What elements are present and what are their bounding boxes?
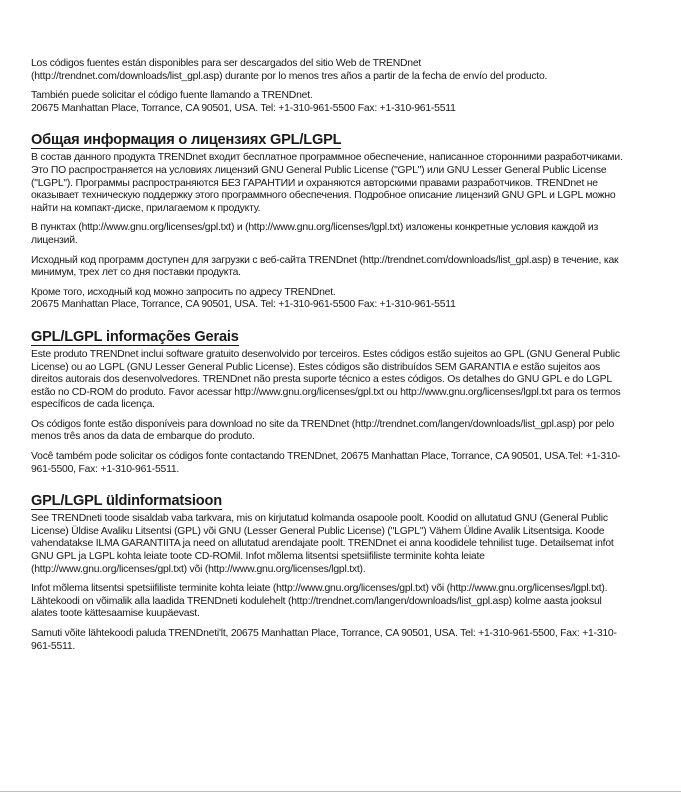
text-line: Você também pode solicitar os códigos fonte contactando TRENDnet, 20675 Manhattan Place, Torrance, CA 90501, USA.Tel: +1-310-: [31, 451, 621, 463]
section-spanish-source: [31, 58, 631, 115]
text-line: License) Üldise Avaliku Litsentsi (GPL) või GNU (Lesser General Public License) ("LGPL") Vähem Üldine Avalik Litsentsiga. Koode: [31, 525, 605, 537]
license-document: [31, 58, 631, 660]
heading-estonian: GPL/LGPL üldinformatsioon: [31, 493, 222, 510]
paragraph-ru-contact: [31, 287, 631, 312]
text-line: В состав данного продукта TRENDnet входит бесплатное программное обеспечение, написанное сторонними разработчиками.: [31, 152, 623, 164]
text-line: В пунктах (http://www.gnu.org/licenses/gpl.txt) и (http://www.gnu.org/licenses/lgpl.txt) изложены конкретные условия каждой из: [31, 222, 598, 234]
text-line: Los códigos fuentes están disponibles para ser descargados del sitio Web de TRENDnet: [31, 58, 422, 69]
page-edge-divider: [0, 791, 681, 792]
section-portuguese: [31, 319, 631, 476]
section-russian: [31, 122, 631, 312]
text-line: alates toote kättesaamise kuupäevast.: [31, 608, 200, 620]
text-line: ("LGPL"). Программы распространяются БЕЗ ГАРАНТИИ и охраняются авторскими правами разработчиков. TRENDnet не: [31, 177, 598, 189]
text-line: estão no CD-ROM do produto. Favor acessar http://www.gnu.org/licenses/gpl.txt ou http://www.gnu.org/licenses/lgpl.txt para os termos: [31, 386, 621, 398]
text-line: лицензий.: [31, 234, 78, 246]
text-line: 20675 Manhattan Place, Torrance, CA 90501, USA. Tel: +1-310-961-5500 Fax: +1-310-961-5511: [31, 299, 456, 311]
text-line: Samuti võite lähtekoodi paluda TRENDneti'lt, 20675 Manhattan Place, Torrance, CA 90501, USA. Tel: +1-310-961-5500, Fax: +1-310-: [31, 628, 617, 639]
paragraph-ru-download: [31, 255, 631, 280]
paragraph-pt-download: [31, 419, 631, 444]
paragraph-et-contact: [31, 628, 631, 653]
paragraph-et-general: [31, 513, 631, 576]
text-line: найти на компакт-диске, прилагаемом к продукту.: [31, 202, 261, 214]
paragraph-pt-general: [31, 349, 631, 412]
heading-russian: Общая информация о лицензиях GPL/LGPL: [31, 132, 342, 149]
text-line: License) ou ao LGPL (GNU Lesser General Public License). Estes códigos são distribuídos SEM GARANTIA e estão sujeitos aos: [31, 361, 601, 373]
text-line: 961-5500, Fax: +1-310-961-5511.: [31, 463, 180, 475]
paragraph-ru-terms: [31, 222, 631, 247]
text-line: Исходный код программ доступен для загрузки с веб-сайта TRENDnet (http://trendnet.com/downloads/list_gpl.asp) в течение, как: [31, 254, 619, 266]
text-line: Este produto TRENDnet inclui software gratuito desenvolvido por terceiros. Estes códigos estão sujeitos ao GPL (GNU General Public: [31, 348, 620, 360]
text-line: Lähtekoodi on võimalik alla laadida TRENDneti kodulehelt (http://trendnet.com/langen/downloads/list_gpl.asp) kolme aasta jooksul: [31, 595, 602, 607]
text-line: Это ПО распространяется на условиях лицензий GNU General Public License ("GPL") или GNU Lesser General Public License: [31, 164, 607, 176]
text-line: menos três anos da data de embarque do produto.: [31, 431, 255, 443]
text-line: (http://trendnet.com/downloads/list_gpl.asp) durante por lo menos tres años a partir de la fecha de envío del producto.: [31, 70, 548, 82]
text-line: 961-5511.: [31, 640, 76, 652]
text-line: Infot mõlema litsentsi spetsiifiliste terminite kohta leiate (http://www.gnu.org/licenses/gpl.txt) või (http://www.gnu.org/licenses/lgpl.txt).: [31, 583, 608, 595]
paragraph-es-contact: [31, 90, 631, 115]
heading-portuguese: GPL/LGPL informações Gerais: [31, 328, 239, 345]
text-line: See TRENDneti toode sisaldab vaba tarkvara, mis on kirjutatud kolmanda osapoole poolt. Koodid on allutatud GNU (General Public: [31, 513, 608, 525]
paragraph-ru-general: [31, 152, 631, 215]
text-line: Кроме того, исходный код можно запросить по адресу TRENDnet.: [31, 286, 336, 298]
text-line: (http://www.gnu.org/licenses/gpl.txt) või (http://www.gnu.org/licenses/lgpl.txt).: [31, 563, 366, 575]
text-line: GNU GPL ja LGPL kohta leiate toote CD-ROMil. Infot mõlema litsentsi spetsiifiliste terminite kohta leiate: [31, 551, 485, 563]
text-line: оказывает техническую поддержку этого программного обеспечения. Подробное описание лицензий GNU GPL и LGPL можно: [31, 190, 616, 202]
paragraph-pt-contact: [31, 451, 631, 476]
text-line: 20675 Manhattan Place, Torrance, CA 90501, USA. Tel: +1-310-961-5500 Fax: +1-310-961-5511: [31, 102, 456, 114]
text-line: vahendatakse ILMA GARANTIITA ja need on allutatud arendajate poolt. TRENDnet ei anna koodidele tehnilist tuge. Detailsemat infot: [31, 538, 614, 550]
section-estonian: [31, 483, 631, 653]
text-line: минимум, трех лет со дня поставки продукта.: [31, 267, 241, 279]
text-line: direitos autorais dos desenvolvedores. TRENDnet não presta suporte técnico a estes códigos. Os detalhes do GNU GPL e do LGPL: [31, 374, 612, 386]
text-line: específicos de cada licença.: [31, 399, 155, 411]
paragraph-es-download: [31, 58, 631, 83]
text-line: También puede solicitar el código fuente llamando a TRENDnet.: [31, 90, 313, 102]
text-line: Os códigos fonte estão disponíveis para download no site da TRENDnet (http://trendnet.com/langen/downloads/list_gpl.asp) por pelo: [31, 418, 615, 430]
paragraph-et-download: [31, 583, 631, 621]
